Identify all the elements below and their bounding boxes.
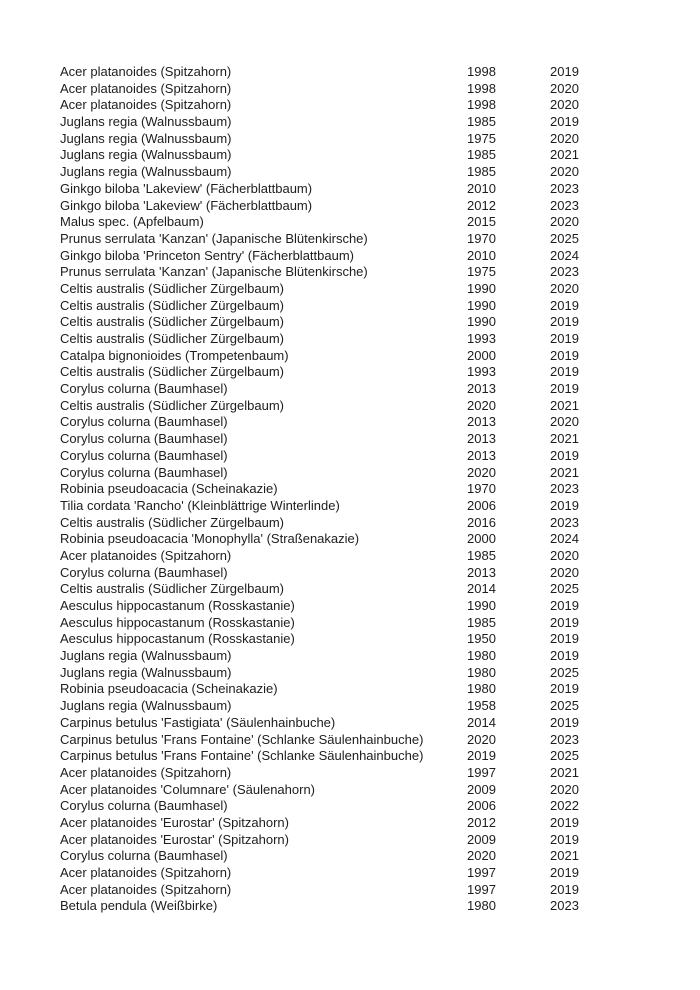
table-row — [60, 298, 660, 315]
record-year-cell: 2025 — [550, 698, 579, 714]
table-row — [60, 281, 660, 298]
species-cell: Catalpa bignonioides (Trompetenbaum) — [60, 347, 289, 363]
record-year-cell: 2019 — [550, 814, 579, 830]
record-year-cell: 2019 — [550, 331, 579, 346]
species-cell: Tilia cordata 'Rancho' (Kleinblättrige Winterlinde) — [60, 497, 340, 513]
table-row — [60, 531, 660, 548]
species-cell: Ginkgo biloba 'Princeton Sentry' (Fächerblattbaum) — [60, 247, 354, 263]
species-cell: Carpinus betulus 'Frans Fontaine' (Schlanke Säulenhainbuche) — [60, 748, 424, 764]
table-row — [60, 97, 660, 114]
species-cell: Corylus colurna (Baumhasel) — [60, 381, 228, 397]
record-year-cell: 2021 — [550, 431, 579, 447]
planting-year-cell: 1998 — [467, 97, 496, 113]
table-row — [60, 198, 660, 215]
species-cell: Celtis australis (Südlicher Zürgelbaum) — [60, 314, 284, 330]
record-year-cell: 2020 — [550, 164, 579, 180]
species-cell: Juglans regia (Walnussbaum) — [60, 648, 232, 664]
planting-year-cell: 1998 — [467, 64, 496, 79]
record-year-cell: 2025 — [550, 664, 579, 680]
planting-year-cell: 1985 — [467, 614, 496, 630]
record-year-cell: 2019 — [550, 681, 579, 697]
record-year-cell: 2019 — [550, 831, 579, 847]
species-cell: Corylus colurna (Baumhasel) — [60, 798, 228, 814]
planting-year-cell: 1990 — [467, 280, 496, 296]
species-cell: Carpinus betulus 'Fastigiata' (Säulenhainbuche) — [60, 714, 336, 730]
record-year-cell: 2020 — [550, 130, 579, 146]
planting-year-cell: 1985 — [467, 547, 496, 563]
planting-year-cell: 1985 — [467, 164, 496, 180]
planting-year-cell: 1990 — [467, 598, 496, 613]
species-cell: Celtis australis (Südlicher Zürgelbaum) — [60, 514, 284, 530]
species-cell: Acer platanoides (Spitzahorn) — [60, 97, 232, 113]
species-cell: Juglans regia (Walnussbaum) — [60, 147, 232, 163]
table-row — [60, 114, 660, 131]
table-row — [60, 732, 660, 749]
species-cell: Corylus colurna (Baumhasel) — [60, 464, 228, 480]
record-year-cell: 2020 — [550, 280, 579, 296]
record-year-cell: 2020 — [550, 97, 579, 113]
record-year-cell: 2022 — [550, 798, 579, 814]
species-cell: Corylus colurna (Baumhasel) — [60, 848, 228, 864]
record-year-cell: 2019 — [550, 114, 579, 130]
table-row — [60, 264, 660, 281]
table-row — [60, 181, 660, 198]
table-row — [60, 665, 660, 682]
planting-year-cell: 2000 — [467, 347, 496, 363]
record-year-cell: 2019 — [550, 714, 579, 730]
table-row — [60, 465, 660, 482]
table-row — [60, 331, 660, 348]
planting-year-cell: 1980 — [467, 648, 496, 664]
record-year-cell: 2019 — [550, 865, 579, 880]
table-row — [60, 815, 660, 832]
planting-year-cell: 2014 — [467, 714, 496, 730]
species-cell: Robinia pseudoacacia (Scheinakazie) — [60, 481, 278, 497]
record-year-cell: 2019 — [550, 598, 579, 613]
planting-year-cell: 2013 — [467, 431, 496, 447]
record-year-cell: 2019 — [550, 631, 579, 647]
table-row — [60, 848, 660, 865]
table-row — [60, 715, 660, 732]
table-row — [60, 348, 660, 365]
table-row — [60, 231, 660, 248]
planting-year-cell: 2014 — [467, 581, 496, 597]
record-year-cell: 2019 — [550, 364, 579, 380]
planting-year-cell: 1990 — [467, 297, 496, 313]
record-year-cell: 2025 — [550, 581, 579, 597]
table-row — [60, 598, 660, 615]
table-row — [60, 381, 660, 398]
record-year-cell: 2020 — [550, 80, 579, 96]
record-year-cell: 2019 — [550, 314, 579, 330]
record-year-cell: 2023 — [550, 514, 579, 530]
species-cell: Celtis australis (Südlicher Zürgelbaum) — [60, 331, 284, 346]
planting-year-cell: 1998 — [467, 80, 496, 96]
table-row — [60, 131, 660, 148]
species-cell: Corylus colurna (Baumhasel) — [60, 414, 228, 430]
record-year-cell: 2020 — [550, 414, 579, 430]
table-row — [60, 64, 660, 81]
table-row — [60, 414, 660, 431]
species-cell: Ginkgo biloba 'Lakeview' (Fächerblattbaum) — [60, 197, 313, 213]
record-year-cell: 2019 — [550, 614, 579, 630]
species-cell: Robinia pseudoacacia 'Monophylla' (Straßenakazie) — [60, 531, 360, 547]
record-year-cell: 2019 — [550, 347, 579, 363]
species-cell: Juglans regia (Walnussbaum) — [60, 664, 232, 680]
planting-year-cell: 1997 — [467, 881, 496, 897]
record-year-cell: 2021 — [550, 764, 579, 780]
planting-year-cell: 2013 — [467, 414, 496, 430]
record-year-cell: 2025 — [550, 748, 579, 764]
record-year-cell: 2019 — [550, 64, 579, 79]
table-row — [60, 147, 660, 164]
table-row — [60, 314, 660, 331]
record-year-cell: 2019 — [550, 297, 579, 313]
record-year-cell: 2020 — [550, 781, 579, 797]
table-row — [60, 898, 660, 915]
record-year-cell: 2019 — [550, 497, 579, 513]
table-row — [60, 548, 660, 565]
record-year-cell: 2021 — [550, 397, 579, 413]
species-cell: Juglans regia (Walnussbaum) — [60, 164, 232, 180]
planting-year-cell: 2010 — [467, 247, 496, 263]
species-cell: Acer platanoides (Spitzahorn) — [60, 881, 232, 897]
species-cell: Ginkgo biloba 'Lakeview' (Fächerblattbaum) — [60, 180, 313, 196]
planting-year-cell: 1997 — [467, 865, 496, 880]
record-year-cell: 2020 — [550, 564, 579, 580]
species-cell: Acer platanoides (Spitzahorn) — [60, 64, 232, 79]
table-row — [60, 565, 660, 582]
tree-species-table — [60, 64, 660, 915]
species-cell: Acer platanoides 'Columnare' (Säulenahorn) — [60, 781, 315, 797]
species-cell: Acer platanoides 'Eurostar' (Spitzahorn) — [60, 831, 289, 847]
record-year-cell: 2025 — [550, 230, 579, 246]
species-cell: Aesculus hippocastanum (Rosskastanie) — [60, 614, 295, 630]
planting-year-cell: 2015 — [467, 214, 496, 230]
record-year-cell: 2023 — [550, 481, 579, 497]
planting-year-cell: 1985 — [467, 114, 496, 130]
table-row — [60, 498, 660, 515]
species-cell: Corylus colurna (Baumhasel) — [60, 431, 228, 447]
planting-year-cell: 1975 — [467, 130, 496, 146]
planting-year-cell: 2020 — [467, 464, 496, 480]
table-row — [60, 865, 660, 882]
planting-year-cell: 1997 — [467, 764, 496, 780]
planting-year-cell: 1993 — [467, 364, 496, 380]
record-year-cell: 2019 — [550, 648, 579, 664]
species-cell: Acer platanoides (Spitzahorn) — [60, 865, 232, 880]
table-row — [60, 481, 660, 498]
species-cell: Celtis australis (Südlicher Zürgelbaum) — [60, 364, 284, 380]
species-cell: Aesculus hippocastanum (Rosskastanie) — [60, 598, 295, 613]
table-row — [60, 681, 660, 698]
table-row — [60, 648, 660, 665]
planting-year-cell: 1993 — [467, 331, 496, 346]
record-year-cell: 2021 — [550, 848, 579, 864]
planting-year-cell: 2012 — [467, 197, 496, 213]
species-cell: Corylus colurna (Baumhasel) — [60, 447, 228, 463]
species-cell: Juglans regia (Walnussbaum) — [60, 698, 232, 714]
species-cell: Acer platanoides (Spitzahorn) — [60, 764, 232, 780]
planting-year-cell: 2019 — [467, 748, 496, 764]
species-cell: Acer platanoides (Spitzahorn) — [60, 547, 232, 563]
species-cell: Malus spec. (Apfelbaum) — [60, 214, 204, 230]
planting-year-cell: 2013 — [467, 447, 496, 463]
table-row — [60, 248, 660, 265]
table-row — [60, 364, 660, 381]
record-year-cell: 2023 — [550, 898, 579, 914]
planting-year-cell: 1950 — [467, 631, 496, 647]
table-row — [60, 448, 660, 465]
planting-year-cell: 1980 — [467, 898, 496, 914]
record-year-cell: 2024 — [550, 531, 579, 547]
record-year-cell: 2021 — [550, 147, 579, 163]
planting-year-cell: 2012 — [467, 814, 496, 830]
species-cell: Acer platanoides (Spitzahorn) — [60, 80, 232, 96]
table-row — [60, 698, 660, 715]
species-cell: Celtis australis (Südlicher Zürgelbaum) — [60, 297, 284, 313]
species-cell: Corylus colurna (Baumhasel) — [60, 564, 228, 580]
table-row — [60, 581, 660, 598]
planting-year-cell: 2009 — [467, 831, 496, 847]
planting-year-cell: 1985 — [467, 147, 496, 163]
record-year-cell: 2023 — [550, 264, 579, 280]
species-cell: Celtis australis (Südlicher Zürgelbaum) — [60, 581, 284, 597]
planting-year-cell: 2013 — [467, 564, 496, 580]
table-row — [60, 748, 660, 765]
species-cell: Acer platanoides 'Eurostar' (Spitzahorn) — [60, 814, 289, 830]
species-cell: Prunus serrulata 'Kanzan' (Japanische Blütenkirsche) — [60, 264, 368, 280]
species-cell: Juglans regia (Walnussbaum) — [60, 114, 232, 130]
table-row — [60, 431, 660, 448]
species-cell: Betula pendula (Weißbirke) — [60, 898, 218, 914]
record-year-cell: 2023 — [550, 180, 579, 196]
table-row — [60, 214, 660, 231]
planting-year-cell: 2006 — [467, 798, 496, 814]
table-row — [60, 615, 660, 632]
species-cell: Carpinus betulus 'Frans Fontaine' (Schlanke Säulenhainbuche) — [60, 731, 424, 747]
record-year-cell: 2024 — [550, 247, 579, 263]
table-row — [60, 515, 660, 532]
planting-year-cell: 2010 — [467, 180, 496, 196]
record-year-cell: 2020 — [550, 214, 579, 230]
record-year-cell: 2023 — [550, 731, 579, 747]
table-row — [60, 832, 660, 849]
planting-year-cell: 2020 — [467, 731, 496, 747]
record-year-cell: 2019 — [550, 447, 579, 463]
planting-year-cell: 2000 — [467, 531, 496, 547]
table-row — [60, 631, 660, 648]
species-cell: Celtis australis (Südlicher Zürgelbaum) — [60, 397, 284, 413]
species-cell: Celtis australis (Südlicher Zürgelbaum) — [60, 280, 284, 296]
species-cell: Robinia pseudoacacia (Scheinakazie) — [60, 681, 278, 697]
table-row — [60, 398, 660, 415]
planting-year-cell: 1970 — [467, 230, 496, 246]
record-year-cell: 2023 — [550, 197, 579, 213]
planting-year-cell: 1975 — [467, 264, 496, 280]
record-year-cell: 2020 — [550, 547, 579, 563]
table-row — [60, 882, 660, 899]
planting-year-cell: 1980 — [467, 681, 496, 697]
table-row — [60, 798, 660, 815]
planting-year-cell: 1980 — [467, 664, 496, 680]
record-year-cell: 2019 — [550, 881, 579, 897]
table-row — [60, 81, 660, 98]
planting-year-cell: 2013 — [467, 381, 496, 397]
species-cell: Aesculus hippocastanum (Rosskastanie) — [60, 631, 295, 647]
species-cell: Prunus serrulata 'Kanzan' (Japanische Blütenkirsche) — [60, 230, 368, 246]
planting-year-cell: 2009 — [467, 781, 496, 797]
planting-year-cell: 1990 — [467, 314, 496, 330]
species-cell: Juglans regia (Walnussbaum) — [60, 130, 232, 146]
planting-year-cell: 2020 — [467, 848, 496, 864]
table-row — [60, 164, 660, 181]
planting-year-cell: 2006 — [467, 497, 496, 513]
planting-year-cell: 1970 — [467, 481, 496, 497]
record-year-cell: 2019 — [550, 381, 579, 397]
planting-year-cell: 1958 — [467, 698, 496, 714]
planting-year-cell: 2020 — [467, 397, 496, 413]
table-row — [60, 782, 660, 799]
planting-year-cell: 2016 — [467, 514, 496, 530]
table-row — [60, 765, 660, 782]
record-year-cell: 2021 — [550, 464, 579, 480]
